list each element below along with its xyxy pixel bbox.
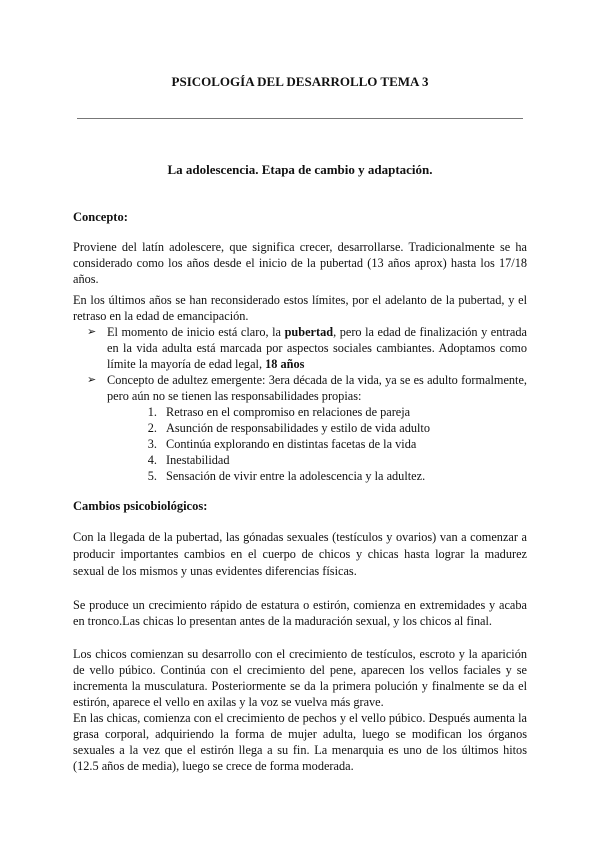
header-divider [77,118,523,119]
cambios-section [73,498,527,774]
cambios-heading: Cambios psicobiológicos: [73,499,208,513]
concepto-heading: Concepto: [73,210,128,224]
bullet-bold-text: pubertad [284,325,334,339]
list-item: 5. Sensación de vivir entre la adolescencia y la adultez. [160,468,527,484]
list-item: 1. Retraso en el compromiso en relaciones de pareja [160,404,527,420]
bullet-text: , pero la edad de finalización y entrada en la vida adulta está marcada por aspectos sociales cambiantes. Adoptamos como límite la mayoría de edad legal, [107,325,527,371]
section-subtitle: La adolescencia. Etapa de cambio y adaptación. [167,162,433,177]
cambios-paragraph-1: Con la llegada de la pubertad, las gónadas sexuales (testículos y ovarios) van a comenzar a producir importantes cambios en el cuerpo de chicos y chicas hasta lograr la madurez sexual de los mismos y unas evidentes diferencias físicas. [73,530,527,578]
bullet-item [87,372,527,484]
document-title: PSICOLOGÍA DEL DESARROLLO TEMA 3 [171,74,429,89]
concepto-paragraph-1: Proviene del latín adolescere, que significa crecer, desarrollarse. Tradicionalmente se ha considerado como los años desde el inicio de la pubertad (13 años aprox) hasta los 17/18 años. [73,240,527,286]
concepto-section [73,209,527,484]
cambios-paragraph-3: Los chicos comienzan su desarrollo con el crecimiento de testículos, escroto y la aparición de vello púbico. Continúa con el crecimiento del pene, aparecen los vellos faciales y se incrementa la musculatura. Posteriormente se da la primera polución y finalmente se da el estirón, aparece el vello en axilas y la voz se vuelva más grave. [73,647,527,709]
cambios-paragraph-2: Se produce un crecimiento rápido de estatura o estirón, comienza en extremidades y acaba en tronco.Las chicas lo presentan antes de la maduración sexual, y los chicos al final. [73,598,527,628]
bullet-text: Concepto de adultez emergente: 3era década de la vida, ya se es adulto formalmente, pero aún no se tienen las responsabilidades propias: [107,373,527,403]
list-item: 2. Asunción de responsabilidades y estilo de vida adulto [160,420,527,436]
list-item: 3. Continúa explorando en distintas facetas de la vida [160,436,527,452]
cambios-paragraph-4: En las chicas, comienza con el crecimiento de pechos y el vello púbico. Después aumenta la grasa corporal, adquiriendo la forma de mujer adulta, luego se modifican los órganos sexuales a la vez que el estirón llega a su fin. La menarquia es uno de los últimos hitos (12.5 años de media), luego se crece de forma moderada. [73,711,527,773]
bullet-text: El momento de inicio está claro, la [107,325,285,339]
concepto-bullets [73,324,527,484]
arrow-bullet-icon: ➢ [87,374,97,386]
bullet-bold-text: 18 años [265,357,305,371]
numbered-list [107,404,527,484]
arrow-bullet-icon: ➢ [87,326,97,338]
list-item: 4. Inestabilidad [160,452,527,468]
bullet-item [87,324,527,372]
concepto-paragraph-2: En los últimos años se han reconsiderado estos límites, por el adelanto de la pubertad, y el retraso en la edad de emancipación. [73,293,527,323]
